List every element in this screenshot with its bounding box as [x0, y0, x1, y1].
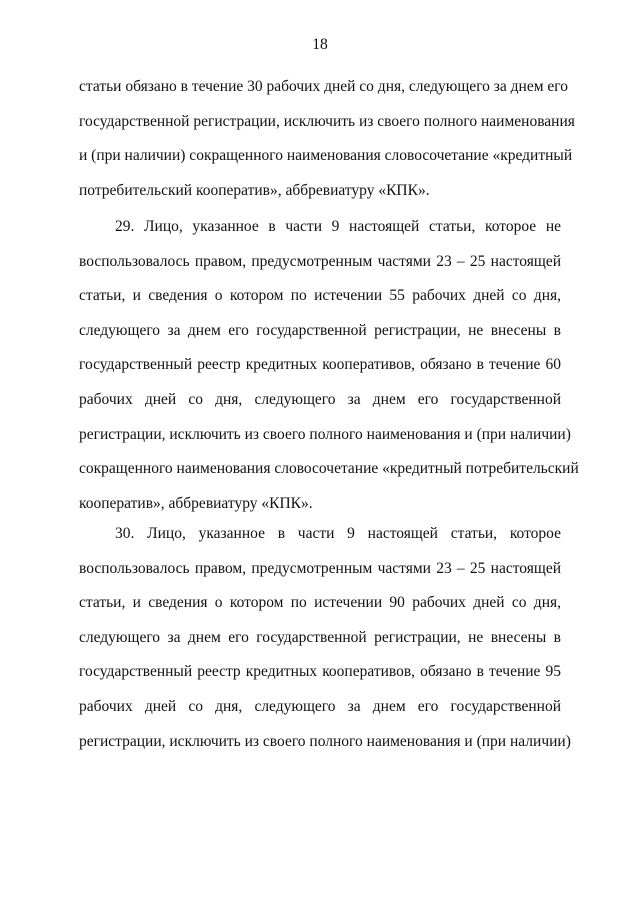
text-line: потребительский кооператив», аббревиатуру «КПК». [79, 181, 430, 199]
text-line: регистрации, исключить из своего полного наименования и (при наличии) [79, 732, 571, 750]
text-line: следующего за днем его государственной регистрации, не внесены в [79, 628, 561, 646]
text-line: сокращенного наименования словосочетание «кредитный потребительский [79, 460, 579, 478]
text-line: 29. Лицо, указанное в части 9 настоящей статьи, которое не [115, 218, 561, 235]
text-line: государственный реестр кредитных кооперативов, обязано в течение 60 [79, 356, 561, 374]
text-line: статьи, и сведения о котором по истечении 90 рабочих дней со дня, [79, 594, 561, 612]
text-line: государственной регистрации, исключить из своего полного наименования [79, 112, 575, 130]
text-line: воспользовалось правом, предусмотренным частями 23 – 25 настоящей [79, 559, 561, 577]
text-line: кооператив», аббревиатуру «КПК». [79, 494, 313, 512]
text-line: рабочих дней со дня, следующего за днем его государственной [79, 697, 561, 715]
text-line: статьи обязано в течение 30 рабочих дней со дня, следующего за днем его [79, 78, 569, 95]
text-line: статьи, и сведения о котором по истечении 55 рабочих дней со дня, [79, 287, 561, 305]
text-line: и (при наличии) сокращенного наименования словосочетание «кредитный [79, 147, 573, 165]
paragraph-continuation [79, 70, 575, 208]
text-line: следующего за днем его государственной регистрации, не внесены в [79, 321, 561, 339]
text-line: государственный реестр кредитных кооперативов, обязано в течение 95 [79, 663, 561, 681]
text-line: 30. Лицо, указанное в части 9 настоящей статьи, которое [115, 525, 561, 542]
page-number: 18 [312, 36, 328, 53]
text-line: регистрации, исключить из своего полного наименования и (при наличии) [79, 425, 571, 443]
paragraph-29 [79, 210, 579, 521]
paragraph-30 [79, 517, 571, 759]
text-line: воспользовалось правом, предусмотренным частями 23 – 25 настоящей [79, 252, 561, 270]
text-line: рабочих дней со дня, следующего за днем его государственной [79, 390, 561, 408]
